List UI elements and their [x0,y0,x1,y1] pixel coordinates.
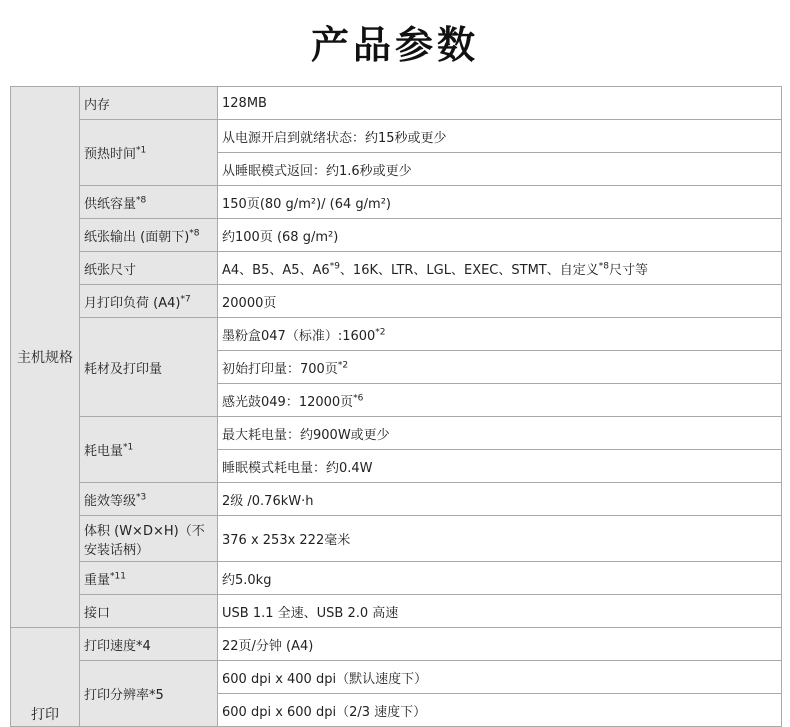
footnote-duty-cycle: *7 [180,294,191,305]
value-resolution-slow: 600 dpi x 600 dpi（2/3 速度下） [218,694,782,727]
label-paper-output: 纸张输出 (面朝下)$^{*8}$ [80,219,218,252]
value-memory: 128MB [218,87,782,120]
footnote-paper-capacity: *8 [136,195,147,206]
value-energy: 2级 /0.76kW·h [218,483,782,516]
footnote-power: *1 [123,442,134,453]
footnote-warmup: *1 [136,145,147,156]
value-duty-cycle: 20000页 [218,285,782,318]
label-print-speed: 打印速度*4 [80,628,218,661]
value-interface: USB 1.1 全速、USB 2.0 高速 [218,595,782,628]
spec-table [10,86,782,727]
value-print-speed: 22页/分钟 (A4) [218,628,782,661]
value-power-sleep: 睡眠模式耗电量：约0.4W [218,450,782,483]
value-power-max: 最大耗电量：约900W或更少 [218,417,782,450]
value-volume: 376 x 253x 222毫米 [218,516,782,562]
label-volume: 体积 (W×D×H)（不安装话柄） [80,516,218,562]
value-paper-output: 约100页 (68 g/m²) [218,219,782,252]
footnote-paper-output: *8 [189,228,200,239]
label-print-resolution: 打印分辨率*5 [80,661,218,727]
value-warmup-poweron: 从电源开启到就绪状态：约15秒或更少 [218,120,782,153]
footnote-weight: *11 [110,571,126,582]
value-paper-capacity: 150页(80 g/m²)/ (64 g/m²) [218,186,782,219]
category-main-spec: 主机规格 [11,87,80,628]
label-consumables: 耗材及打印量 [80,318,218,417]
footnote-energy: *3 [136,492,147,503]
label-energy: 能效等级$^{*3}$ [80,483,218,516]
value-paper-size: A4、B5、A5、A6$^{*9}$、16K、LTR、LGL、EXEC、STMT、自定义$^{*8}$尺寸等 [218,252,782,285]
label-warmup: 预热时间$^{*1}$ [80,120,218,186]
value-resolution-default: 600 dpi x 400 dpi（默认速度下） [218,661,782,694]
label-duty-cycle: 月打印负荷 $(A4)^{*7}$ [80,285,218,318]
value-consumable-initial: 初始打印量：700页$^{*2}$ [218,351,782,384]
value-consumable-toner: 墨粉盒047（标准）:1600$^{*2}$ [218,318,782,351]
label-interface: 接口 [80,595,218,628]
value-warmup-sleep: 从睡眠模式返回：约1.6秒或更少 [218,153,782,186]
label-memory: 内存 [80,87,218,120]
category-print: 打印 [11,628,80,727]
label-weight: 重量$^{*11}$ [80,562,218,595]
label-paper-size: 纸张尺寸 [80,252,218,285]
page-title: 产品参数 [310,23,479,67]
label-power: 耗电量$^{*1}$ [80,417,218,483]
value-weight: 约5.0kg [218,562,782,595]
value-consumable-drum: 感光鼓049：12000页$^{*6}$ [218,384,782,417]
label-paper-capacity: 供纸容量$^{*8}$ [80,186,218,219]
